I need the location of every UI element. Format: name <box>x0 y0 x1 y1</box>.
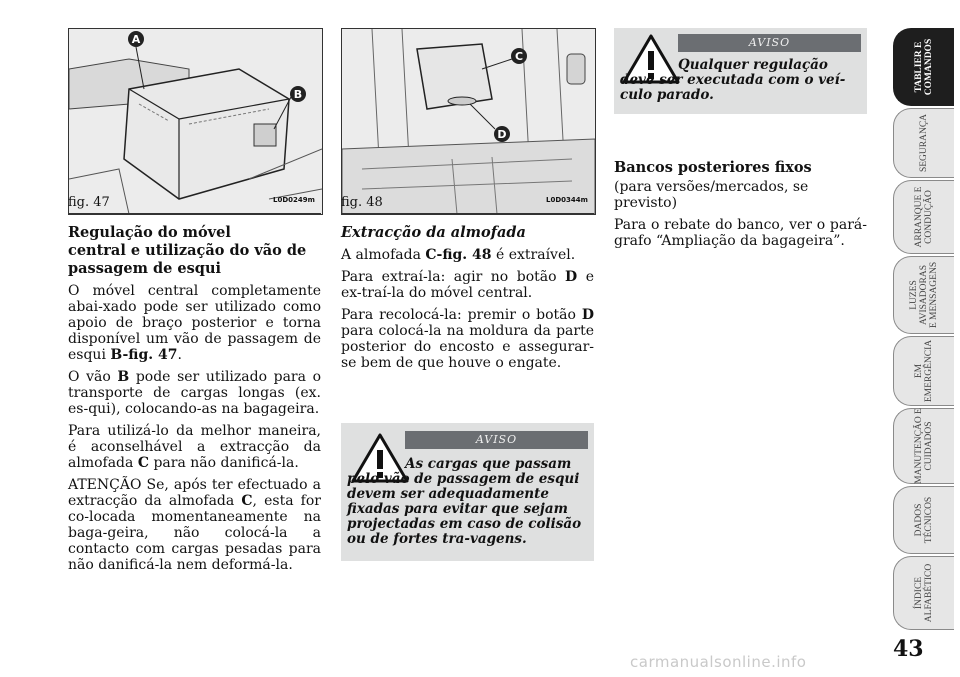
warning-text: As cargas que passam pelo vão de passagem de esqui devem ser adequadamente fixadas para evitar que sejam projectadas em caso de colisão ou de fortes tra-vagens. <box>347 456 582 547</box>
warning-text: Qualquer regulação deve ser executada com o veí-culo parado. <box>620 57 846 103</box>
tab-manutencao-cuidados[interactable]: MANUTENÇÃO E CUIDADOS <box>893 408 954 484</box>
figure-47-code: L0D0249m <box>273 196 315 204</box>
figure-47-illustration <box>69 29 322 214</box>
watermark: carmanualsonline.info <box>630 653 807 671</box>
paragraph: Para o rebate do banco, ver o pará-grafo “Ampliação da bagageira”. <box>614 217 867 249</box>
figure-48-caption: fig. 48 <box>341 195 383 210</box>
tab-em-emergencia[interactable]: EM EMERGÊNCIA <box>893 336 954 406</box>
column-2-text <box>341 224 594 377</box>
figure-48 <box>341 28 596 215</box>
callout-b-label: B <box>293 88 303 101</box>
subheading: (para versões/mercados, se previsto) <box>614 179 809 211</box>
paragraph: ATENÇÃO Se, após ter efectuado a extracção da almofada C, esta for co-locada momentaneamente na baga-geira, não colocá-la a contacto com cargas pesadas para não danificá-la nem deformá-la. <box>68 477 321 573</box>
warning-box-cargas <box>341 423 594 561</box>
warning-box-regulacao <box>614 28 867 114</box>
tab-seguranca[interactable]: SEGURANÇA <box>893 108 954 178</box>
figure-48-illustration <box>342 29 595 214</box>
section-heading-bancos: Bancos posteriores fixos <box>614 159 812 176</box>
section-heading-extraccao: Extracção da almofada <box>341 224 526 241</box>
figure-47 <box>68 28 323 215</box>
callout-c-label: C <box>514 50 524 63</box>
paragraph: Para utilizá-lo da melhor maneira, é aconselhável a extracção da almofada C para não danificá-la. <box>68 423 321 471</box>
paragraph: Para extraí-la: agir no botão D e ex-traí-la do móvel central. <box>341 269 594 301</box>
section-heading-mobile-central: Regulação do móvel central e utilização do vão de passagem de esqui <box>68 224 307 277</box>
page-number: 43 <box>893 636 924 662</box>
tab-luzes-avisadoras[interactable]: LUZES AVISADORAS E MENSAGENS <box>893 256 954 334</box>
paragraph: O móvel central completamente abai-xado pode ser utilizado como apoio de braço posterior e torna disponível um vão de passagem de esqui B-fig. 47. <box>68 283 321 363</box>
paragraph: O vão B pode ser utilizado para o transporte de cargas longas (ex. es-qui), colocando-as na bagageira. <box>68 369 321 417</box>
figure-48-code: L0D0344m <box>546 196 588 204</box>
paragraph: Para recolocá-la: premir o botão D para colocá-la na moldura da parte posterior do encosto e assegurar-se bem de que houve o engate. <box>341 307 595 371</box>
callout-d-label: D <box>497 128 507 141</box>
tab-indice-alfabetico[interactable]: ÍNDICE ALFABÉTICO <box>893 556 954 630</box>
callout-a-label: A <box>131 33 141 46</box>
tab-arranque-conducao[interactable]: ARRANQUE E CONDUÇÃO <box>893 180 954 254</box>
tab-dados-tecnicos[interactable]: DADOS TÉCNICOS <box>893 486 954 554</box>
warning-label: AVISO <box>678 34 861 52</box>
column-3-text <box>614 159 867 255</box>
warning-label: AVISO <box>405 431 588 449</box>
column-1-text <box>68 224 321 579</box>
tab-tablier-comandos[interactable]: TABLIER E COMANDOS <box>893 28 954 106</box>
paragraph: A almofada C-fig. 48 é extraível. <box>341 247 576 263</box>
figure-47-caption: fig. 47 <box>68 195 110 210</box>
